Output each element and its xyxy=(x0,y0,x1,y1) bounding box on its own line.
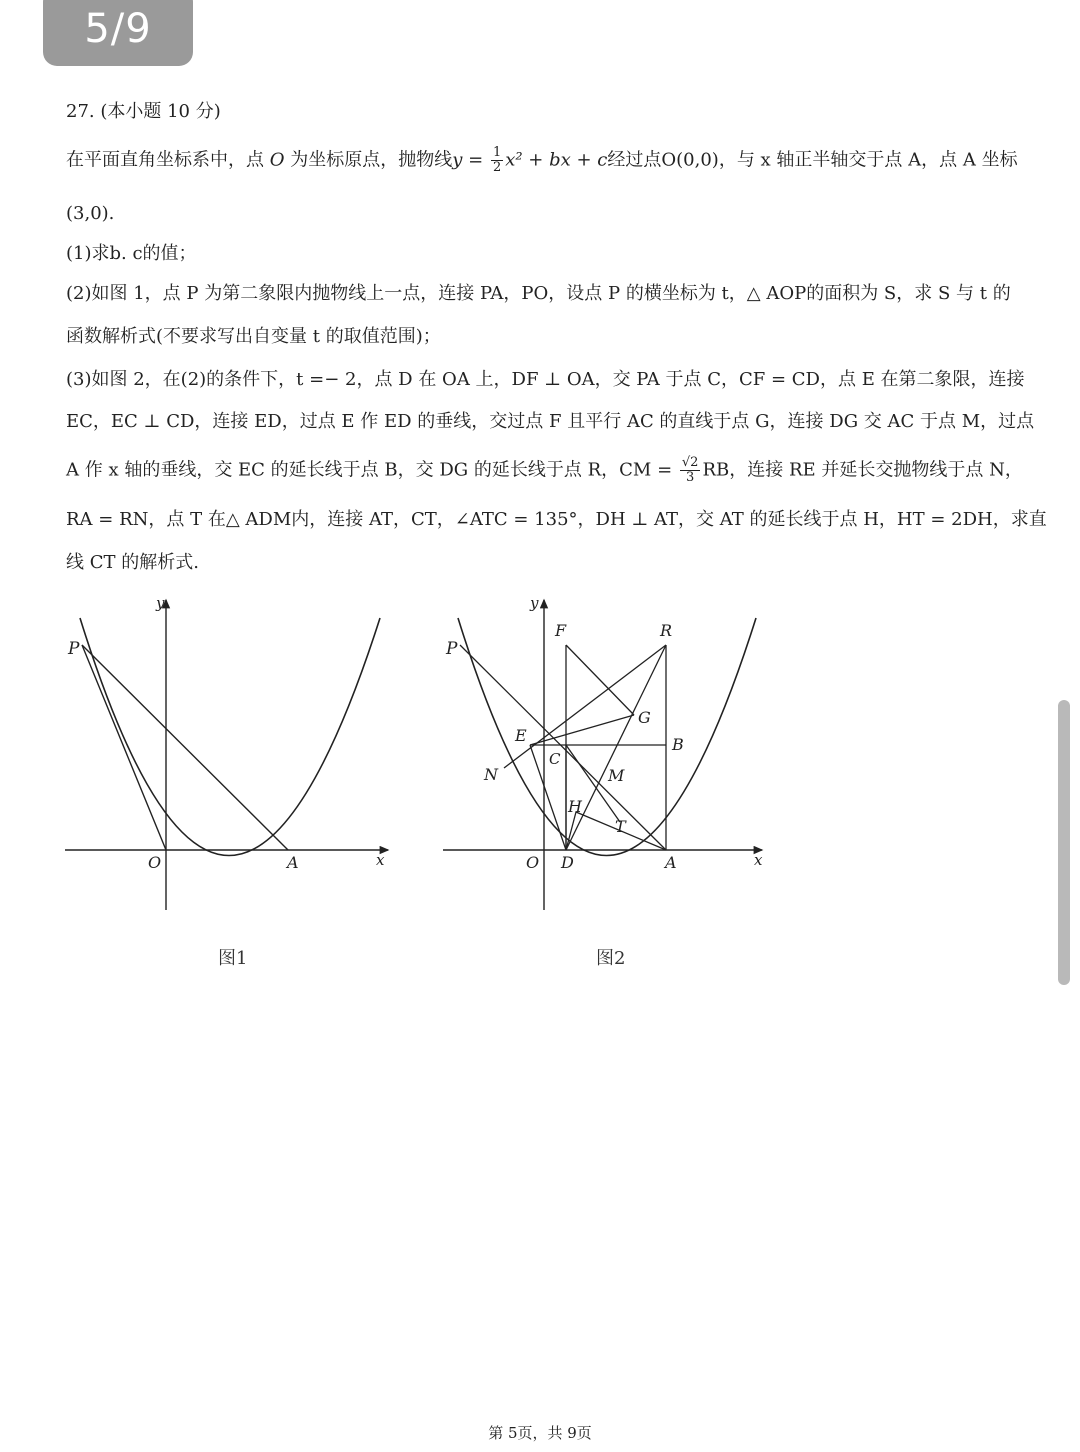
question-3-line-1: (3)如图 2，在(2)的条件下，t =− 2，点 D 在 OA 上，DF ⊥ OA，交 PA 于点 C，CF = CD，点 E 在第二象限，连接 xyxy=(66,369,1025,390)
fraction-sqrt2-over-3: $\frac{√2}{3}$ xyxy=(681,455,699,485)
fig1-segment-PO xyxy=(82,645,166,850)
fig2-label-M: M xyxy=(608,766,625,785)
fig2-segment-PA xyxy=(460,645,666,850)
fig1-label-P: P xyxy=(68,639,80,659)
fig1-label-y: y xyxy=(156,594,165,612)
problem-intro: 在平面直角坐标系中，点 O 为坐标原点，抛物线y = $\frac{1}{2}$ x² + bx + c经过点O(0,0)，与 x 轴正半轴交于点 A，点 A 坐标 xyxy=(66,145,1018,175)
fig2-segment-RN xyxy=(504,645,666,768)
page-footer: 第 5页，共 9页 xyxy=(488,1424,592,1442)
fig2-parabola xyxy=(458,618,756,856)
figure-2 xyxy=(438,590,778,920)
fig1-segment-PA xyxy=(82,645,288,850)
question-1: (1)求b. c的值； xyxy=(66,243,197,264)
fig2-label-y: y xyxy=(530,594,539,612)
page-indicator-badge xyxy=(43,0,193,66)
fig2-label-N: N xyxy=(484,765,498,784)
fig1-parabola xyxy=(80,618,380,856)
fig2-label-P: P xyxy=(446,639,458,659)
fig2-segment-FG xyxy=(566,645,634,715)
figure-2-diagram xyxy=(438,590,778,920)
figure-1-diagram xyxy=(60,590,400,920)
figure-2-caption: 图2 xyxy=(596,948,626,969)
fig2-segment-ED xyxy=(530,745,566,850)
problem-intro-cont: (3,0). xyxy=(66,203,115,224)
fig2-label-x: x xyxy=(754,851,763,869)
question-3-line-5: 线 CT 的解析式. xyxy=(66,552,199,573)
fig2-label-R: R xyxy=(660,621,673,640)
fig1-label-O: O xyxy=(148,853,162,872)
fig2-label-H: H xyxy=(568,797,582,816)
fig2-label-E: E xyxy=(515,726,527,745)
scrollbar-thumb[interactable] xyxy=(1058,700,1070,985)
fig2-label-F: F xyxy=(555,621,567,640)
fig2-label-C: C xyxy=(549,750,561,768)
fig1-label-x: x xyxy=(376,851,385,869)
question-2-line-1: (2)如图 1，点 P 为第二象限内抛物线上一点，连接 PA，PO，设点 P 的横坐标为 t，△ AOP的面积为 S，求 S 与 t 的 xyxy=(66,283,1011,304)
question-3-line-4: RA = RN，点 T 在△ ADM内，连接 AT，CT，∠ATC = 135°，DH ⊥ AT，交 AT 的延长线于点 H，HT = 2DH，求直 xyxy=(66,509,1047,530)
question-3-line-3: A 作 x 轴的垂线，交 EC 的延长线于点 B，交 DG 的延长线于点 R，CM = $\frac{√2}{3}$ RB，连接 RE 并延长交抛物线于点 N， xyxy=(66,455,1023,485)
fig2-label-B: B xyxy=(672,735,684,754)
figure-1-caption: 图1 xyxy=(218,948,248,969)
fraction-one-half: $\frac{1}{2}$ xyxy=(492,145,502,175)
page-indicator-text: 5/9 xyxy=(84,6,152,52)
question-2-line-2: 函数解析式(不要求写出自变量 t 的取值范围)； xyxy=(66,326,441,347)
fig2-label-T: T xyxy=(615,817,626,836)
fig1-label-A: A xyxy=(287,853,299,872)
problem-header: 27. (本小题 10 分) xyxy=(66,101,221,122)
question-3-line-2: EC，EC ⊥ CD，连接 ED，过点 E 作 ED 的垂线，交过点 F 且平行 AC 的直线于点 G，连接 DG 交 AC 于点 M，过点 xyxy=(66,411,1035,432)
fig2-label-G: G xyxy=(638,708,651,727)
fig2-label-D: D xyxy=(561,853,574,872)
fig2-label-A: A xyxy=(665,853,677,872)
figure-1 xyxy=(60,590,400,920)
fig2-label-O: O xyxy=(526,853,540,872)
